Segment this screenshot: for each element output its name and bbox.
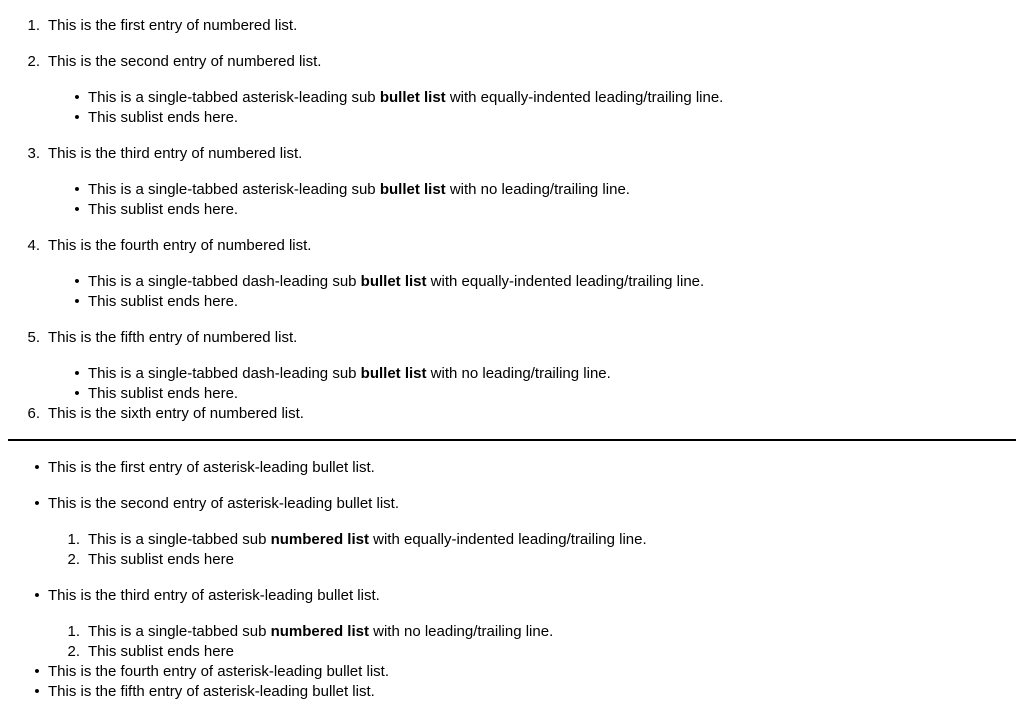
bold-text: bullet list (379, 89, 446, 106)
text-segment: with equally-indented leading/trailing line. (426, 273, 705, 290)
text-segment: This is a single-tabbed sub (88, 623, 271, 640)
sub-list-item-text (88, 272, 704, 292)
list-item-text: This is the fourth entry of asterisk-leading bullet list. (48, 663, 389, 680)
text-segment: This is a single-tabbed sub (88, 531, 271, 548)
sub-list-item-text (88, 622, 553, 642)
sub-list-item-text: This sublist ends here (88, 643, 234, 660)
sub-list-item-text: This sublist ends here (88, 551, 234, 568)
bullet-icon: • (74, 293, 80, 310)
bullet-icon: • (74, 109, 80, 126)
bullet-icon: • (34, 459, 40, 476)
bullet-icon: • (74, 273, 80, 290)
text-segment: This is a single-tabbed dash-leading sub (88, 273, 361, 290)
list-item-text: This is the third entry of numbered list. (48, 145, 303, 162)
list-number: 1. (67, 531, 80, 548)
list-item-text: This is the fourth entry of numbered list. (48, 237, 312, 254)
bullet-icon: • (34, 683, 40, 700)
list-item-text: This is the fifth entry of asterisk-leading bullet list. (48, 683, 375, 700)
list-number: 1. (67, 623, 80, 640)
sub-list-item-text: This sublist ends here. (88, 201, 239, 218)
list-item-text: This is the fifth entry of numbered list. (48, 329, 298, 346)
list-item-text: This is the first entry of asterisk-leading bullet list. (48, 459, 375, 476)
text-segment: with no leading/trailing line. (445, 181, 630, 198)
list-number: 6. (27, 405, 40, 422)
bullet-icon: • (74, 181, 80, 198)
bullet-icon: • (34, 663, 40, 680)
list-number: 3. (27, 145, 40, 162)
bullet-icon: • (34, 495, 40, 512)
list-item-text: This is the second entry of numbered list. (48, 53, 322, 70)
text-segment: with equally-indented leading/trailing line. (368, 531, 647, 548)
list-item-text: This is the third entry of asterisk-leading bullet list. (48, 587, 380, 604)
sub-list-item-text (88, 364, 611, 384)
text-segment: This is a single-tabbed asterisk-leading sub (88, 89, 380, 106)
text-segment: with no leading/trailing line. (368, 623, 554, 640)
sub-list-item-text (88, 88, 723, 108)
bold-text: numbered list (270, 531, 369, 548)
list-number: 4. (27, 237, 40, 254)
bold-text: bullet list (360, 365, 427, 382)
bold-text: numbered list (270, 623, 369, 640)
text-segment: This is a single-tabbed asterisk-leading sub (88, 181, 380, 198)
text-segment: with no leading/trailing line. (426, 365, 611, 382)
list-item-text: This is the sixth entry of numbered list. (48, 405, 304, 422)
sub-list-item-text (88, 530, 647, 550)
sub-list-item-text: This sublist ends here. (88, 385, 239, 402)
list-number: 2. (27, 53, 40, 70)
bullet-icon: • (74, 385, 80, 402)
sub-list-item-text: This sublist ends here. (88, 293, 239, 310)
bullet-icon: • (74, 201, 80, 218)
text-segment: This is a single-tabbed dash-leading sub (88, 365, 361, 382)
sub-list-item-text (88, 180, 630, 200)
list-item-text: This is the first entry of numbered list. (48, 17, 298, 34)
list-number: 1. (27, 17, 40, 34)
list-item-text: This is the second entry of asterisk-leading bullet list. (48, 495, 399, 512)
list-number: 2. (67, 643, 80, 660)
bullet-icon: • (74, 89, 80, 106)
bold-text: bullet list (379, 181, 446, 198)
bullet-icon: • (74, 365, 80, 382)
text-segment: with equally-indented leading/trailing line. (445, 89, 724, 106)
sub-list-item-text: This sublist ends here. (88, 109, 239, 126)
list-number: 5. (27, 329, 40, 346)
bullet-icon: • (34, 587, 40, 604)
horizontal-rule (8, 439, 1016, 441)
bold-text: bullet list (360, 273, 427, 290)
list-number: 2. (67, 551, 80, 568)
